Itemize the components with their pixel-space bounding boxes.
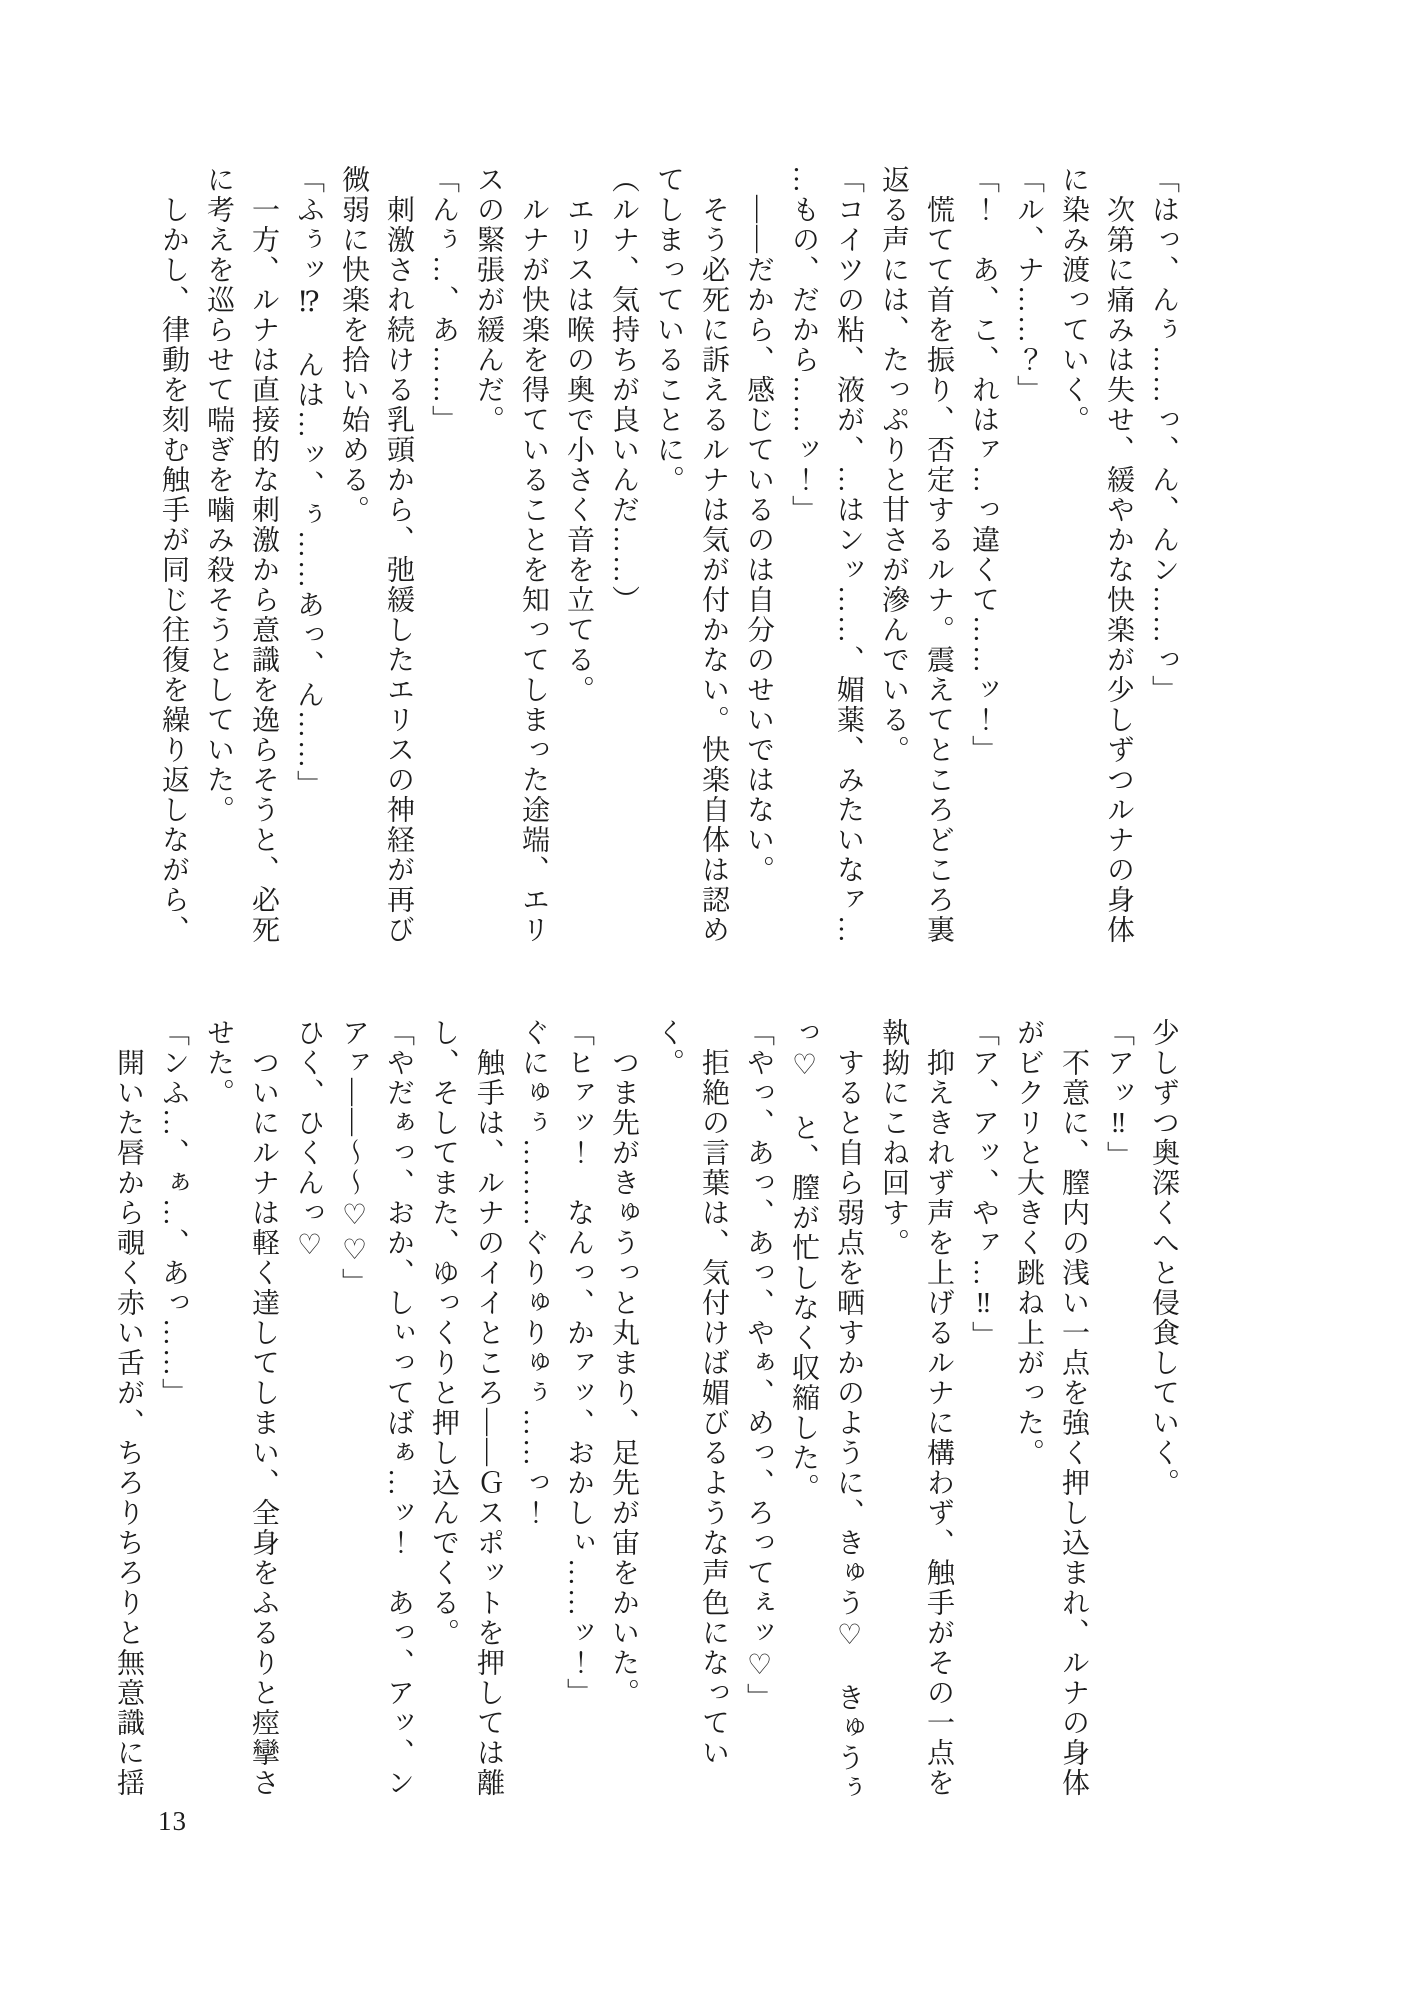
text-line: 慌てて首を振り、否定するルナ。震えてところどころ裏 [923, 165, 954, 945]
text-line: 不意に、膣内の浅い一点を強く押し込まれ、ルナの身体 [1058, 1018, 1089, 1798]
text-line: つま先がきゅうっと丸まり、足先が宙をかいた。 [608, 1018, 639, 1708]
text-line: 次第に痛みは失せ、緩やかな快楽が少しずつルナの身体 [1103, 165, 1134, 945]
text-line: しかし、律動を刻む触手が同じ往復を繰り返しながら、 [158, 165, 189, 945]
text-line: 「ンふ…、ぁ…、あっ……」 [158, 1018, 189, 1408]
text-line: すると自ら弱点を晒すかのように、きゅう♡ きゅうぅ [833, 1018, 864, 1803]
text-line: 一方、ルナは直接的な刺激から意識を逸らそうと、必死 [248, 165, 279, 945]
text-line: そう必死に訴えるルナは気が付かない。快楽自体は認め [698, 165, 729, 945]
text-line: 「ふぅッ⁉ んは…ッ、ぅ……あっ、ん……」 [293, 165, 324, 800]
text-line: 「やだぁっ、おか、しぃってばぁ…ッ！ あっ、アッ、ン [383, 1018, 414, 1798]
text-line: がビクリと大きく跳ね上がった。 [1013, 1018, 1044, 1468]
text-line: ついにルナは軽く達してしまい、全身をふるりと痙攣さ [248, 1018, 279, 1798]
text-line: 返る声には、たっぷりと甘さが滲んでいる。 [878, 165, 909, 765]
text-line: 「やっ、あっ、あっ、やぁ、めっ、ろってぇッ♡」 [743, 1018, 774, 1713]
text-line: せた。 [203, 1018, 234, 1108]
text-line: 執拗にこね回す。 [878, 1018, 909, 1258]
text-line: 「！ あ、こ、れはァ…っ違くて……ッ！」 [968, 165, 999, 765]
text-line: 拒絶の言葉は、気付けば媚びるような声色になっていく。 [653, 1018, 729, 1768]
text-line: 「ル、ナ……？」 [1013, 165, 1044, 405]
text-line: に考えを巡らせて喘ぎを噛み殺そうとしていた。 [203, 165, 234, 825]
text-line: スの緊張が緩んだ。 [473, 165, 504, 435]
text-line: っ♡ と、膣が忙しなく収縮した。 [788, 1018, 819, 1503]
text-line: 微弱に快楽を拾い始める。 [338, 165, 369, 525]
text-line: アァ――〜〜♡♡」 [338, 1018, 369, 1298]
text-line: ――だから、感じているのは自分のせいではない。 [743, 165, 774, 885]
text-line: 抑えきれず声を上げるルナに構わず、触手がその一点を [923, 1018, 954, 1798]
text-line: （ルナ、気持ちが良いんだ……） [608, 165, 639, 615]
text-band-upper [151, 165, 1186, 955]
text-line: 「ア、アッ、やァ…‼」 [968, 1018, 999, 1351]
text-line: エリスは喉の奥で小さく音を立てる。 [563, 165, 594, 705]
text-line: 少しずつ奥深くへと侵食していく。 [1148, 1018, 1179, 1498]
text-line: 開いた唇から覗く赤い舌が、ちろりちろりと無意識に揺 [113, 1018, 144, 1798]
text-line: ルナが快楽を得ていることを知ってしまった途端、エリ [518, 165, 549, 945]
text-line: 「んぅ…、あ……」 [428, 165, 459, 435]
text-line: 触手は、ルナのイイところ――Ｇスポットを押しては離 [473, 1018, 504, 1798]
text-line: 刺激され続ける乳頭から、弛緩したエリスの神経が再び [383, 165, 414, 945]
text-line: ぐにゅぅ………ぐりゅりゅぅ……っ！ [518, 1018, 549, 1528]
text-line: 「アッ‼」 [1103, 1018, 1134, 1171]
text-line: し、そしてまた、ゆっくりと押し込んでくる。 [428, 1018, 459, 1648]
text-line: 「ヒァッ！ なんっ、かァッ、おかしぃ……ッ！」 [563, 1018, 594, 1708]
text-line: 「はっ、んぅ……っ、ん、んン……っ」 [1148, 165, 1179, 705]
text-line: 「コイツの粘、液が、…はンッ……、媚薬、みたいなァ… [833, 165, 864, 945]
text-line: てしまっていることに。 [653, 165, 684, 495]
text-band-lower [106, 1018, 1186, 1808]
page-number: 13 [158, 1806, 187, 1836]
text-line: ひく、ひくんっ♡ [293, 1018, 324, 1263]
text-line: に染み渡っていく。 [1058, 165, 1089, 435]
text-line: …もの、だから……ッ！」 [788, 165, 819, 525]
